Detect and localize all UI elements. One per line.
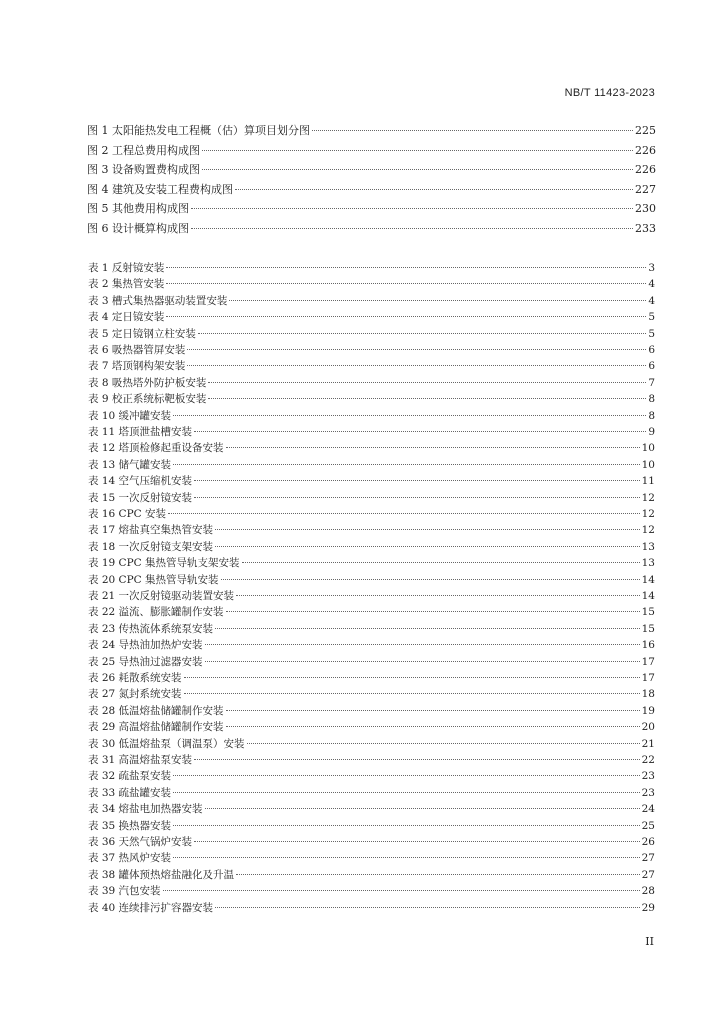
dot-leader bbox=[166, 266, 646, 268]
dot-leader bbox=[208, 381, 646, 383]
table-entry[interactable] bbox=[88, 637, 655, 653]
dot-leader bbox=[184, 692, 640, 694]
toc-entry-label: 表 18 一次反射镜支架安装 bbox=[88, 540, 214, 553]
toc-entry-page: 16 bbox=[641, 639, 655, 652]
toc-entry-label: 表 1 反射镜安装 bbox=[88, 262, 165, 274]
toc-entry-page: 233 bbox=[635, 221, 656, 235]
toc-entry-label: 表 40 连续排污扩容器安装 bbox=[88, 901, 214, 914]
toc-entry-label: 表 19 CPC 集热管导轨支架安装 bbox=[88, 557, 240, 570]
dot-leader bbox=[194, 758, 640, 760]
dot-leader bbox=[166, 315, 646, 317]
toc-entry-page: 27 bbox=[641, 868, 655, 881]
toc-entry-page: 230 bbox=[635, 202, 656, 215]
toc-entry-label: 表 21 一次反射镜驱动装置安装 bbox=[88, 590, 235, 602]
toc-entry-label: 表 5 定日镜钢立柱安装 bbox=[88, 327, 196, 340]
dot-leader bbox=[226, 725, 640, 727]
toc-entry-page: 5 bbox=[648, 311, 655, 324]
table-entry[interactable] bbox=[88, 555, 655, 571]
toc-entry-page: 13 bbox=[641, 540, 655, 553]
dot-leader bbox=[184, 676, 640, 678]
toc-entry-label: 表 39 汽包安装 bbox=[88, 885, 161, 898]
toc-entry-page: 225 bbox=[635, 124, 656, 137]
dot-leader bbox=[191, 207, 633, 209]
toc-entry-page: 14 bbox=[641, 590, 655, 602]
dot-leader bbox=[173, 791, 640, 793]
toc-entry-page: 29 bbox=[641, 901, 655, 914]
toc-entry-page: 8 bbox=[648, 409, 655, 422]
dot-leader bbox=[226, 446, 640, 448]
table-entry[interactable] bbox=[88, 276, 655, 292]
toc-entry-page: 226 bbox=[635, 163, 656, 176]
toc-entry-label: 表 13 储气罐安装 bbox=[88, 458, 172, 471]
table-entry[interactable] bbox=[88, 621, 655, 637]
toc-entry-label: 表 12 塔顶检修起重设备安装 bbox=[88, 442, 224, 455]
dot-leader bbox=[191, 227, 633, 229]
toc-entry-label: 表 27 氮封系统安装 bbox=[88, 688, 182, 701]
toc-entry-page: 25 bbox=[641, 819, 655, 832]
toc-entry-page: 14 bbox=[641, 573, 655, 586]
table-entry[interactable] bbox=[88, 604, 655, 620]
dot-leader bbox=[215, 545, 640, 547]
dot-leader bbox=[205, 643, 640, 645]
toc-entry-page: 20 bbox=[641, 721, 655, 734]
toc-entry-label: 表 28 低温熔盐储罐制作安装 bbox=[88, 704, 224, 717]
toc-entry-page: 227 bbox=[635, 182, 656, 196]
toc-entry-label: 图 4 建筑及安装工程费构成图 bbox=[87, 182, 233, 196]
dot-leader bbox=[198, 332, 646, 334]
toc-entry-page: 4 bbox=[648, 294, 655, 307]
toc-entry-page: 3 bbox=[648, 262, 655, 274]
toc-entry-label: 表 15 一次反射镜安装 bbox=[88, 491, 193, 504]
dot-leader bbox=[173, 824, 640, 826]
dot-leader bbox=[202, 168, 633, 170]
table-entry[interactable] bbox=[88, 670, 655, 686]
dot-leader bbox=[221, 578, 640, 580]
toc-entry-page: 4 bbox=[648, 278, 655, 291]
table-entry[interactable] bbox=[88, 424, 655, 440]
table-entry[interactable] bbox=[88, 358, 655, 374]
table-entry[interactable] bbox=[88, 900, 655, 916]
figure-entry[interactable] bbox=[87, 219, 656, 238]
toc-entry-page: 12 bbox=[641, 524, 655, 537]
table-entry[interactable] bbox=[88, 703, 655, 719]
table-entry[interactable] bbox=[88, 342, 655, 358]
dot-leader bbox=[194, 840, 640, 842]
dot-leader bbox=[173, 856, 640, 858]
toc-entry-label: 表 6 吸热器管屏安装 bbox=[88, 344, 186, 356]
toc-entry-label: 表 35 换热器安装 bbox=[88, 819, 172, 832]
toc-entry-page: 12 bbox=[641, 508, 655, 520]
table-entry[interactable] bbox=[88, 818, 655, 834]
figure-entry[interactable] bbox=[87, 121, 656, 140]
toc-entry-page: 26 bbox=[641, 836, 655, 848]
table-entry[interactable] bbox=[88, 867, 655, 883]
toc-entry-page: 28 bbox=[641, 885, 655, 898]
dot-leader bbox=[236, 873, 640, 875]
figure-entry[interactable] bbox=[87, 160, 656, 179]
table-entry[interactable] bbox=[88, 801, 655, 817]
dot-leader bbox=[173, 414, 646, 416]
table-entry[interactable] bbox=[88, 834, 655, 850]
toc-entry-label: 表 25 导热油过滤器安装 bbox=[88, 655, 203, 668]
dot-leader bbox=[205, 807, 640, 809]
toc-entry-label: 表 31 高温熔盐泵安装 bbox=[88, 754, 193, 766]
table-entry[interactable] bbox=[88, 408, 655, 424]
table-entry[interactable] bbox=[88, 473, 655, 489]
dot-leader bbox=[194, 430, 646, 432]
toc-entry-page: 24 bbox=[641, 803, 655, 816]
toc-entry-page: 226 bbox=[635, 143, 656, 157]
dot-leader bbox=[168, 512, 640, 514]
table-entry[interactable] bbox=[88, 850, 655, 866]
table-entry[interactable] bbox=[88, 539, 655, 555]
table-entry[interactable] bbox=[88, 588, 655, 604]
toc-entry-page: 17 bbox=[641, 655, 655, 668]
toc-entry-page: 7 bbox=[648, 376, 655, 389]
toc-entry-label: 图 2 工程总费用构成图 bbox=[87, 143, 200, 157]
toc-entry-page: 11 bbox=[641, 475, 655, 488]
table-entry[interactable] bbox=[88, 457, 655, 473]
toc-entry-label: 表 3 槽式集热器驱动装置安装 bbox=[88, 294, 228, 307]
figure-entry[interactable] bbox=[87, 180, 656, 199]
dot-leader bbox=[202, 149, 633, 151]
toc-entry-label: 图 6 设计概算构成图 bbox=[87, 221, 189, 235]
dot-leader bbox=[194, 496, 640, 498]
table-entry[interactable] bbox=[88, 375, 655, 391]
toc-entry-label: 表 11 塔顶泄盐槽安装 bbox=[88, 426, 193, 438]
toc-entry-page: 8 bbox=[648, 393, 655, 406]
toc-entry-label: 表 32 疏盐泵安装 bbox=[88, 770, 172, 783]
dot-leader bbox=[208, 397, 646, 399]
dot-leader bbox=[205, 660, 640, 662]
toc-entry-page: 15 bbox=[641, 606, 655, 619]
toc-entry-label: 表 30 低温熔盐泵（调温泵）安装 bbox=[88, 737, 245, 750]
toc-entry-label: 表 7 塔顶钢构架安装 bbox=[88, 360, 186, 373]
toc-entry-page: 17 bbox=[641, 672, 655, 684]
dot-leader bbox=[247, 742, 640, 744]
dot-leader bbox=[187, 348, 646, 350]
toc-entry-label: 表 38 罐体预热熔盐融化及升温 bbox=[88, 868, 235, 881]
dot-leader bbox=[215, 627, 640, 629]
toc-entry-page: 10 bbox=[641, 458, 655, 471]
standard-number: NB/T 11423-2023 bbox=[564, 87, 655, 99]
dot-leader bbox=[236, 594, 640, 596]
table-entry[interactable] bbox=[88, 440, 655, 456]
toc-entry-label: 表 34 熔盐电加热器安装 bbox=[88, 803, 203, 816]
dot-leader bbox=[215, 528, 640, 530]
toc-entry-page: 6 bbox=[648, 344, 655, 356]
table-entry[interactable] bbox=[88, 768, 655, 784]
toc-entry-label: 表 29 高温熔盐储罐制作安装 bbox=[88, 721, 224, 734]
toc-entry-page: 6 bbox=[648, 360, 655, 373]
dot-leader bbox=[226, 610, 640, 612]
page-number: II bbox=[645, 935, 654, 948]
table-entry[interactable] bbox=[88, 736, 655, 752]
toc-entry-label: 表 17 熔盐真空集热管安装 bbox=[88, 524, 214, 537]
dot-leader bbox=[173, 463, 640, 465]
toc-entry-page: 13 bbox=[641, 557, 655, 570]
dot-leader bbox=[163, 889, 640, 891]
toc-entry-page: 21 bbox=[641, 737, 655, 750]
toc-entry-label: 表 9 校正系统标靶板安装 bbox=[88, 393, 207, 406]
toc-entry-label: 表 10 缓冲罐安装 bbox=[88, 409, 172, 422]
toc-entry-label: 表 36 天然气锅炉安装 bbox=[88, 836, 193, 848]
toc-entry-label: 表 2 集热管安装 bbox=[88, 278, 165, 291]
table-entry[interactable] bbox=[88, 309, 655, 325]
toc-entry-page: 9 bbox=[648, 426, 655, 438]
toc-entry-page: 27 bbox=[641, 852, 655, 865]
toc-entry-label: 表 8 吸热塔外防护板安装 bbox=[88, 376, 207, 389]
table-entry[interactable] bbox=[88, 522, 655, 538]
table-entry[interactable] bbox=[88, 572, 655, 588]
dot-leader bbox=[194, 479, 640, 481]
dot-leader bbox=[235, 188, 633, 190]
table-entry[interactable] bbox=[88, 490, 655, 506]
table-entry[interactable] bbox=[88, 260, 655, 276]
dot-leader bbox=[166, 282, 646, 284]
toc-entry-page: 23 bbox=[641, 770, 655, 783]
dot-leader bbox=[242, 561, 640, 563]
table-entry[interactable] bbox=[88, 752, 655, 768]
toc-entry-page: 23 bbox=[641, 786, 655, 799]
toc-entry-page: 19 bbox=[641, 704, 655, 717]
table-entry[interactable] bbox=[88, 654, 655, 670]
toc-entry-label: 表 22 溢流、膨胀罐制作安装 bbox=[88, 606, 224, 619]
toc-entry-label: 表 33 疏盐罐安装 bbox=[88, 786, 172, 799]
toc-entry-label: 表 23 传热流体系统泵安装 bbox=[88, 622, 214, 635]
table-entry[interactable] bbox=[88, 785, 655, 801]
toc-entry-label: 图 5 其他费用构成图 bbox=[87, 202, 189, 215]
dot-leader bbox=[173, 774, 640, 776]
table-entry[interactable] bbox=[88, 686, 655, 702]
table-entry[interactable] bbox=[88, 293, 655, 309]
toc-entry-label: 表 26 耗散系统安装 bbox=[88, 672, 182, 684]
dot-leader bbox=[312, 129, 633, 131]
toc-entry-label: 表 16 CPC 安装 bbox=[88, 508, 167, 520]
figure-entry[interactable] bbox=[87, 141, 656, 160]
toc-entry-page: 15 bbox=[641, 622, 655, 635]
dot-leader bbox=[226, 709, 640, 711]
table-entry[interactable] bbox=[88, 391, 655, 407]
toc-entry-label: 表 24 导热油加热炉安装 bbox=[88, 639, 203, 652]
table-entry[interactable] bbox=[88, 883, 655, 899]
dot-leader bbox=[215, 906, 640, 908]
table-entry[interactable] bbox=[88, 326, 655, 342]
dot-leader bbox=[187, 364, 646, 366]
toc-entry-label: 表 14 空气压缩机安装 bbox=[88, 475, 193, 488]
toc-entry-page: 22 bbox=[641, 754, 655, 766]
table-entry[interactable] bbox=[88, 719, 655, 735]
table-entry[interactable] bbox=[88, 506, 655, 522]
dot-leader bbox=[229, 299, 646, 301]
toc-entry-label: 图 3 设备购置费构成图 bbox=[87, 163, 200, 176]
toc-entry-page: 5 bbox=[648, 327, 655, 340]
figure-entry[interactable] bbox=[87, 199, 656, 218]
toc-entry-page: 10 bbox=[641, 442, 655, 455]
toc-entry-page: 12 bbox=[641, 491, 655, 504]
toc-entry-label: 表 37 热风炉安装 bbox=[88, 852, 172, 865]
toc-entry-label: 图 1 太阳能热发电工程概（估）算项目划分图 bbox=[87, 124, 310, 137]
toc-entry-label: 表 4 定日镜安装 bbox=[88, 311, 165, 324]
toc-entry-page: 18 bbox=[641, 688, 655, 701]
toc-entry-label: 表 20 CPC 集热管导轨安装 bbox=[88, 573, 219, 586]
